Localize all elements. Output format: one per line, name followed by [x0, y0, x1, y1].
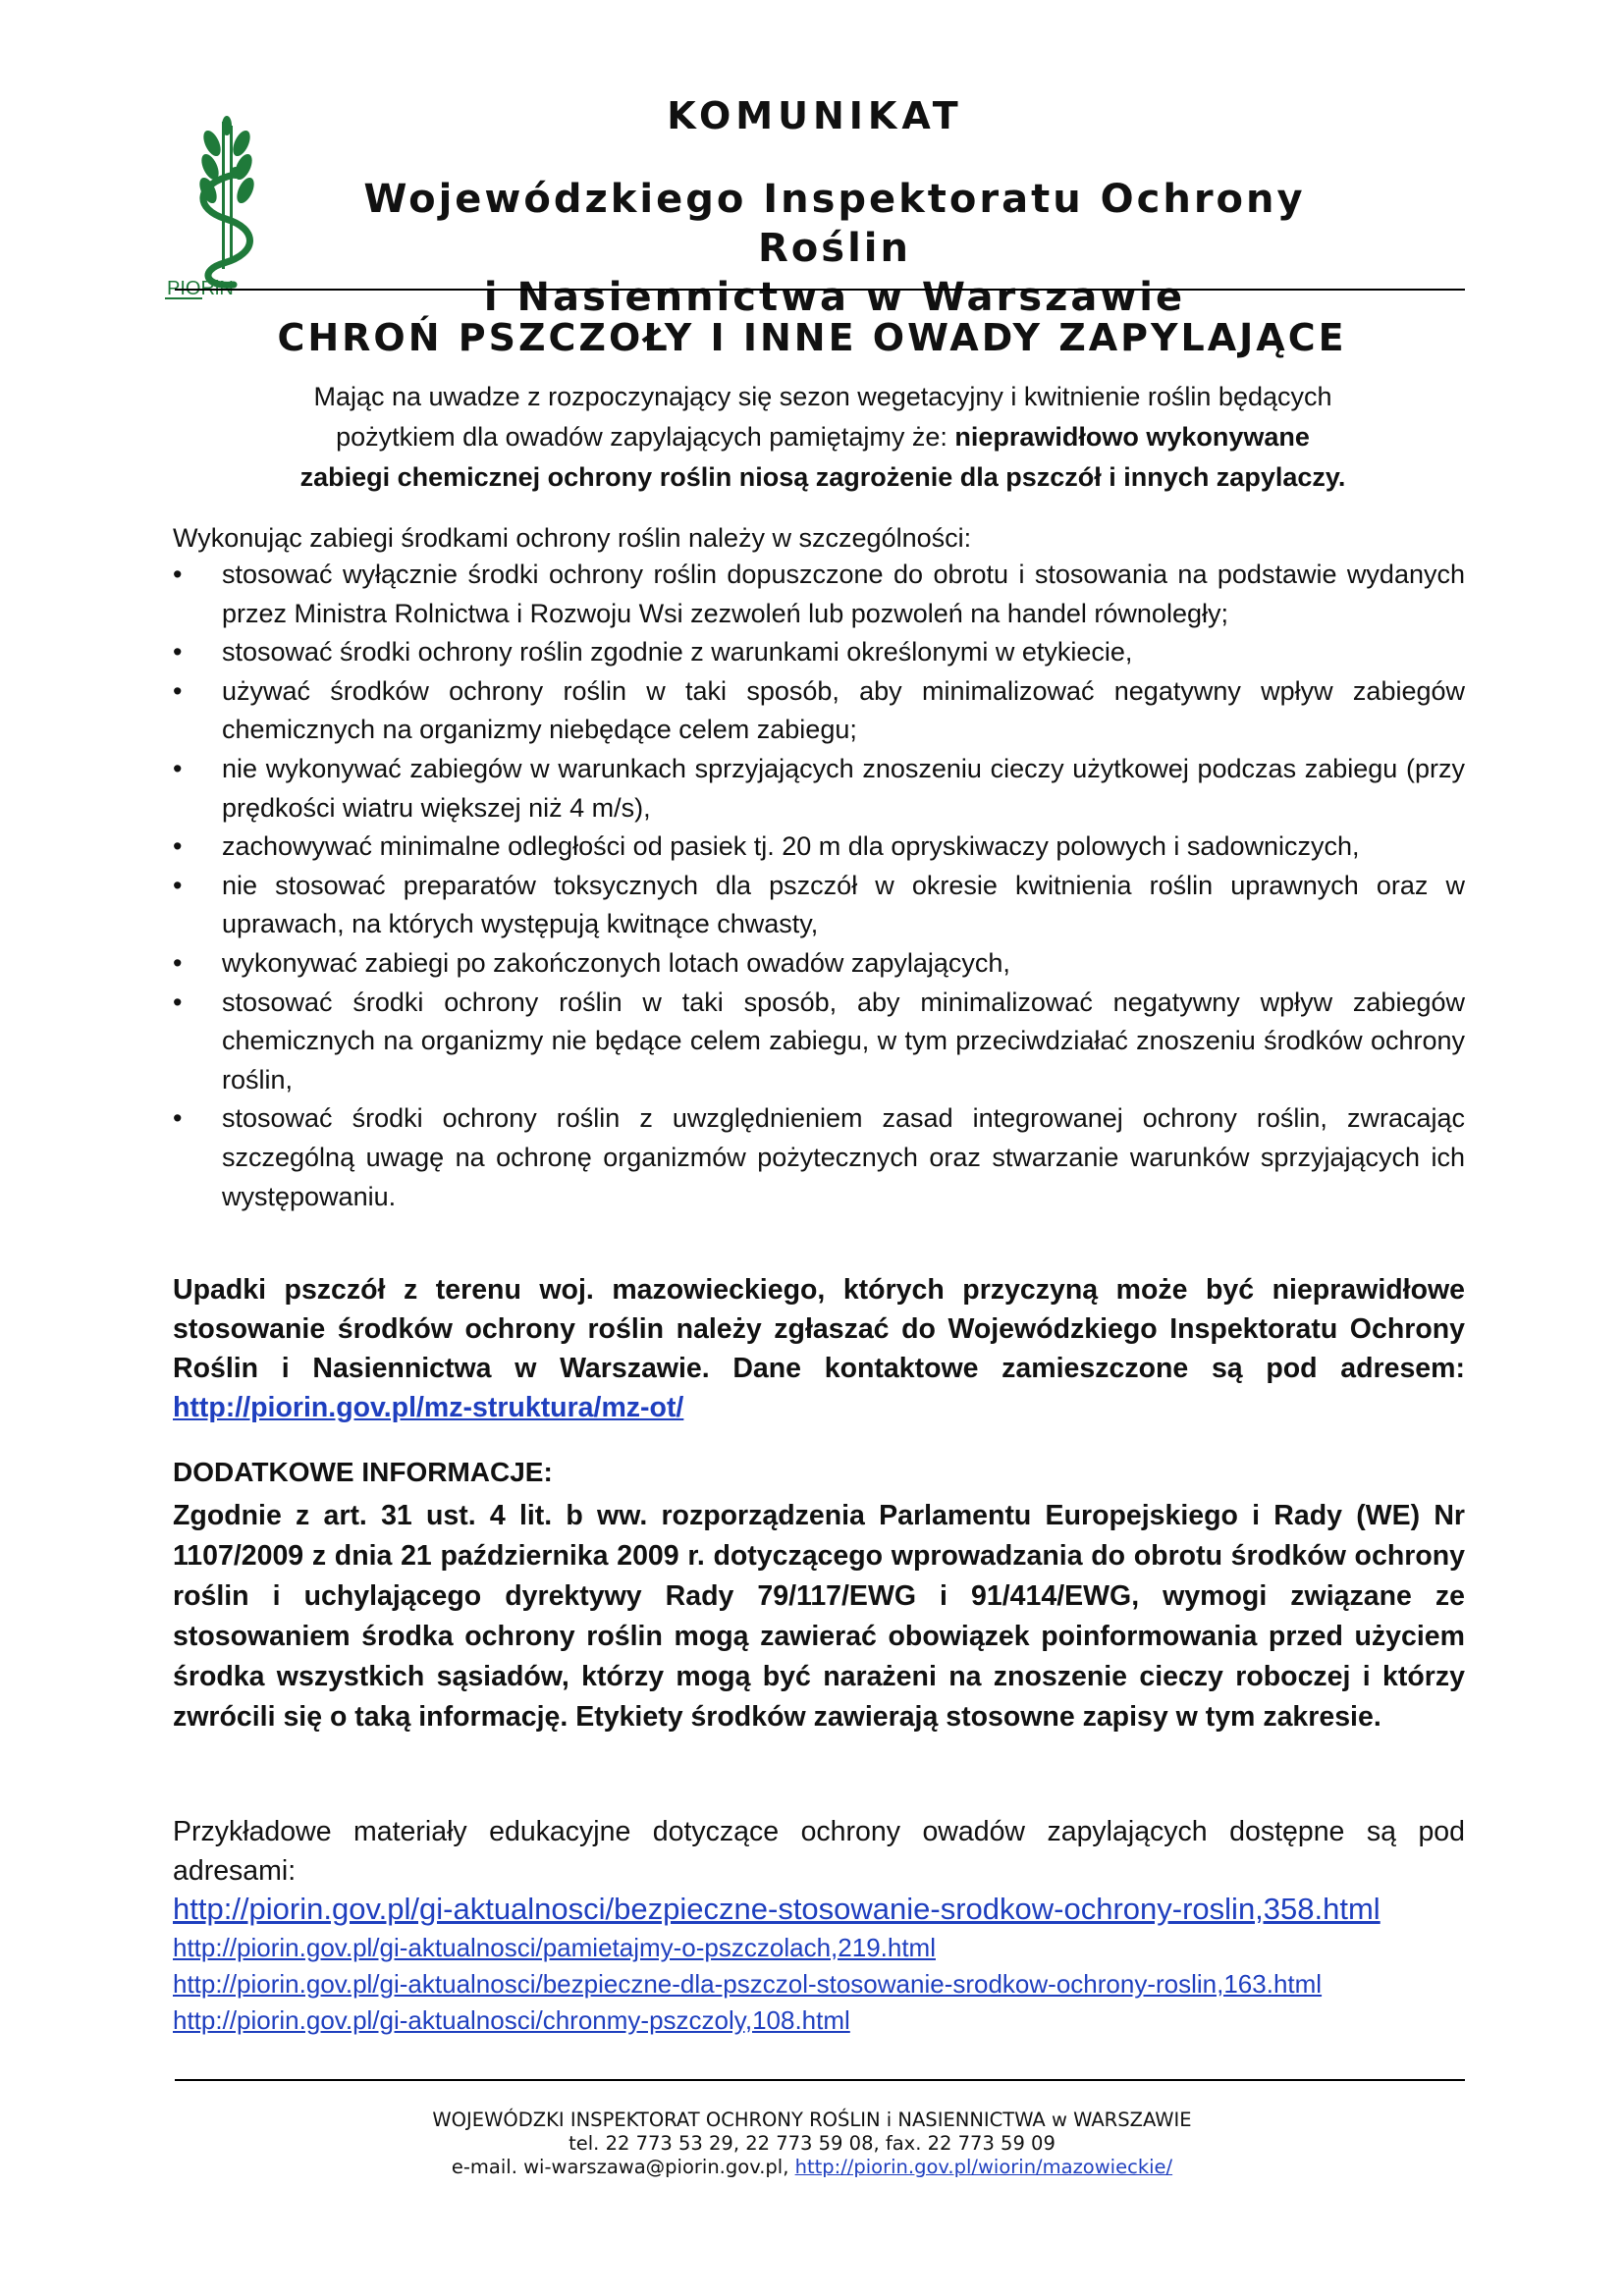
list-item [173, 828, 1465, 867]
bullet-icon: • [173, 947, 183, 978]
edu-link-1[interactable]: http://piorin.gov.pl/gi-aktualnosci/bezpieczne-stosowanie-srodkow-ochrony-roslin,358.html [173, 1892, 1380, 1926]
list-item [173, 672, 1465, 750]
list-lead: Wykonując zabiegi środkami ochrony roślin należy w szczególności: [173, 523, 972, 553]
recommendations-list [173, 556, 1465, 1216]
list-item [173, 867, 1465, 944]
list-item [173, 750, 1465, 828]
headline: CHROŃ PSZCZOŁY I INNE OWADY ZAPYLAJĄCE [277, 316, 1347, 359]
bullet-icon: • [173, 753, 183, 783]
intro-line-2-text: pożytkiem dla owadów zapylających pamiętajmy że: [336, 422, 955, 452]
intro-line-2 [244, 417, 1402, 457]
bullet-icon: • [173, 1103, 183, 1134]
additional-info-heading: DODATKOWE INFORMACJE: [173, 1457, 553, 1487]
list-item [173, 556, 1465, 633]
list-item-text: stosować środki ochrony roślin z uwzględnieniem zasad integrowanej ochrony roślin, zwracając szczególną uwagę na ochronę organizmów pożytecznych oraz stwarzanie warunków sprzyjających ich występowaniu. [222, 1103, 1465, 1211]
report-paragraph [173, 1270, 1465, 1427]
edu-link-3[interactable]: http://piorin.gov.pl/gi-aktualnosci/bezpieczne-dla-pszczol-stosowanie-srodkow-ochrony-roslin,163.html [173, 1969, 1323, 1999]
list-item-text: nie wykonywać zabiegów w warunkach sprzyjających znoszeniu cieczy użytkowej podczas zabiegu (przy prędkości wiatru większej niż 4 m/s), [222, 753, 1465, 823]
list-item [173, 633, 1465, 672]
footer-email: e-mail. wi-warszawa@piorin.gov.pl, [451, 2156, 795, 2178]
bullet-icon: • [173, 987, 183, 1017]
list-item-text: nie stosować preparatów toksycznych dla pszczół w okresie kwitnienia roślin uprawnych oraz w uprawach, na których występują kwitnące chwasty, [222, 870, 1465, 939]
list-item [173, 944, 1465, 984]
organization-line-2: i Nasiennictwa w Warszawie [483, 275, 1186, 320]
bullet-icon: • [173, 560, 183, 589]
report-text: Upadki pszczół z terenu woj. mazowieckiego, których przyczyną może być nieprawidłowe stosowanie środków ochrony roślin należy zgłaszać do Wojewódzkiego Inspektoratu Ochrony Roślin i Nasiennictwa w Warszawie. Dane kontaktowe zamieszczone są pod adresem: [173, 1274, 1465, 1384]
educational-materials-paragraph: Przykładowe materiały edukacyjne dotyczące ochrony owadów zapylających dostępne są pod adresami: [173, 1816, 1465, 1887]
intro-line-3 [244, 457, 1402, 498]
intro-line-3-bold: zabiegi chemicznej ochrony roślin niosą zagrożenie dla pszczół i innych zapylaczy. [299, 462, 1346, 492]
footer-divider [175, 2079, 1465, 2081]
header-divider [175, 289, 1465, 291]
educational-links [173, 1889, 1380, 2039]
piorin-logo [165, 116, 283, 302]
footer-org: WOJEWÓDZKI INSPEKTORAT OCHRONY ROŚLIN i NASIENNICTWA w WARSZAWIE [432, 2109, 1192, 2131]
intro-paragraph [244, 377, 1402, 498]
bullet-icon: • [173, 831, 183, 862]
list-item-text: stosować wyłącznie środki ochrony roślin dopuszczone do obrotu i stosowania na podstawie wydanych przez Ministra Rolnictwa i Rozwoju Wsi zezwoleń lub pozwoleń na handel równoległy; [222, 560, 1465, 628]
list-item-text: wykonywać zabiegi po zakończonych lotach owadów zapylających, [222, 947, 1010, 978]
intro-line-1: Mając na uwadze z rozpoczynający się sezon wegetacyjny i kwitnienie roślin będących [313, 382, 1332, 411]
organization-name [285, 175, 1384, 322]
contact-link[interactable]: http://piorin.gov.pl/mz-struktura/mz-ot/ [173, 1392, 684, 1423]
bullet-icon: • [173, 637, 183, 667]
bullet-icon: • [173, 675, 183, 706]
intro-line-2-bold: nieprawidłowo wykonywane [954, 422, 1310, 452]
svg-text:PIORiN: PIORiN [167, 278, 234, 299]
list-item [173, 984, 1465, 1100]
bullet-icon: • [173, 870, 183, 900]
additional-info-paragraph: Zgodnie z art. 31 ust. 4 lit. b ww. rozporządzenia Parlamentu Europejskiego i Rady (WE) Nr 1107/2009 z dnia 21 października 2009 r. dotyczącego wprowadzania do obrotu środków ochrony roślin i uchylającego dyrektywy Rady 79/117/EWG i 91/414/EWG, wymogi związane ze stosowaniem środka ochrony roślin mogą zawierać obowiązek poinformowania przed użyciem środka wszystkich sąsiadów, którzy mogą być narażeni na znoszenie cieczy roboczej i którzy zwrócili się o taką informację. Etykiety środków zawierają stosowne zapisy w tym zakresie. [173, 1500, 1465, 1733]
footer-website-link[interactable]: http://piorin.gov.pl/wiorin/mazowieckie/ [794, 2156, 1173, 2178]
footer [0, 2109, 1624, 2179]
document-title: KOMUNIKAT [667, 94, 963, 137]
list-item-text: zachowywać minimalne odległości od pasiek tj. 20 m dla opryskiwaczy polowych i sadowniczych, [222, 831, 1360, 862]
list-item-text: stosować środki ochrony roślin w taki sposób, aby minimalizować negatywny wpływ zabiegów chemicznych na organizmy nie będące celem zabiegu, w tym przeciwdziałać znoszeniu środków ochrony roślin, [222, 987, 1465, 1095]
edu-link-4[interactable]: http://piorin.gov.pl/gi-aktualnosci/chronmy-pszczoly,108.html [173, 2005, 850, 2035]
edu-link-2[interactable]: http://piorin.gov.pl/gi-aktualnosci/pamietajmy-o-pszczolach,219.html [173, 1933, 936, 1962]
footer-phone: tel. 22 773 53 29, 22 773 59 08, fax. 22 773 59 09 [568, 2132, 1056, 2155]
organization-line-1: Wojewódzkiego Inspektoratu Ochrony Roślin [363, 177, 1306, 271]
footer-contact [0, 2156, 1624, 2179]
wheat-caduceus-logo-icon [165, 116, 283, 302]
list-item-text: używać środków ochrony roślin w taki sposób, aby minimalizować negatywny wpływ zabiegów chemicznych na organizmy niebędące celem zabiegu; [222, 675, 1465, 745]
list-item [173, 1099, 1465, 1216]
list-item-text: stosować środki ochrony roślin zgodnie z warunkami określonymi w etykiecie, [222, 637, 1133, 667]
